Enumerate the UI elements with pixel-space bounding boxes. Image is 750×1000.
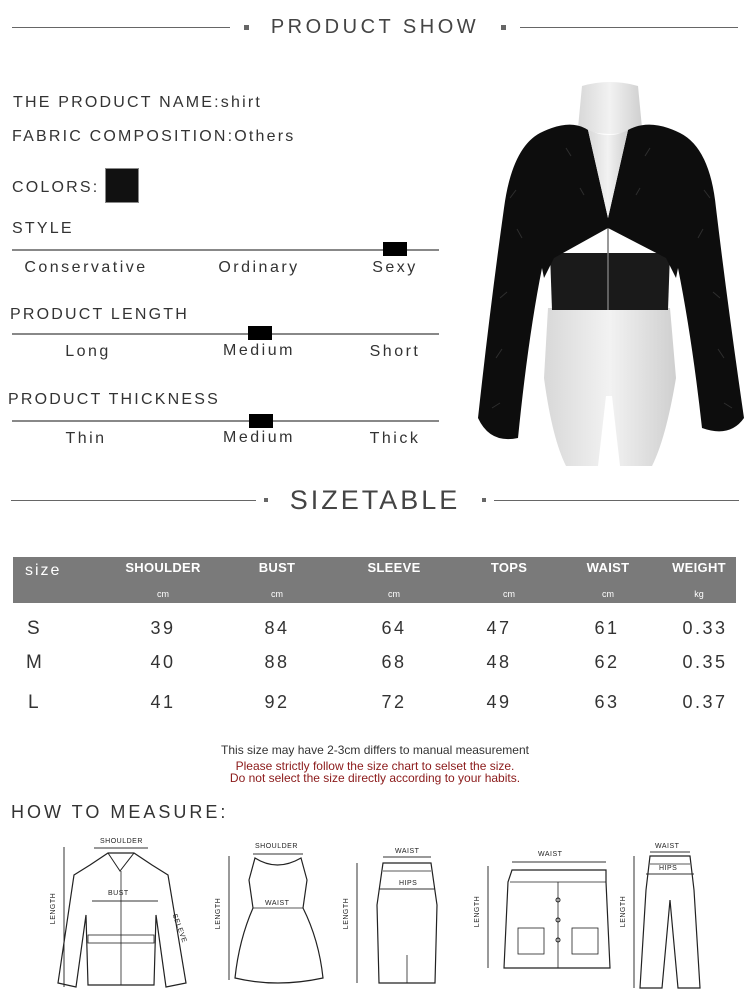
pants-hips-label: HIPS — [659, 865, 678, 872]
length-marker — [248, 326, 272, 340]
pants-waist-label: WAIST — [655, 843, 680, 850]
skirt-waist-label: WAIST — [395, 848, 420, 855]
how-to-measure-title: HOW TO MEASURE: — [11, 802, 229, 822]
product-show-header — [0, 14, 750, 40]
cell-weight: 0.33 — [682, 618, 728, 638]
cell-tops: 49 — [486, 692, 512, 712]
sizetable-dot-left — [264, 498, 268, 502]
header-rule-right — [520, 27, 738, 28]
cell-shoulder: 41 — [150, 692, 176, 712]
cell-shoulder: 40 — [150, 652, 176, 672]
fabric-label: FABRIC COMPOSITION: — [12, 128, 235, 145]
col-bust: BUST — [258, 560, 296, 575]
cell-sleeve: 64 — [381, 618, 407, 638]
length-label: PRODUCT LENGTH — [10, 306, 189, 323]
shorts-length-label: LENGTH — [474, 895, 482, 928]
shorts-waist-label: WAIST — [538, 851, 563, 858]
cell-shoulder: 39 — [150, 618, 176, 638]
sizetable-dot-right — [482, 498, 486, 502]
unit-shoulder: cm — [157, 589, 169, 599]
cell-tops: 48 — [486, 652, 512, 672]
cell-waist: 62 — [594, 652, 620, 672]
length-option-long: Long — [65, 343, 111, 360]
sizetable-rule-left — [11, 500, 256, 501]
mannequin-jacket-illustration — [470, 78, 750, 470]
cell-sleeve: 68 — [381, 652, 407, 672]
cell-weight: 0.35 — [682, 652, 728, 672]
style-scale-line — [12, 249, 439, 251]
col-shoulder: SHOULDER — [125, 560, 201, 575]
header-rule-left — [12, 27, 230, 28]
length-option-medium: Medium — [223, 342, 295, 359]
cell-waist: 63 — [594, 692, 620, 712]
pants-length-label: LENGTH — [620, 895, 628, 928]
shirt-shoulder-label: SHOULDER — [100, 838, 143, 845]
style-marker — [383, 242, 407, 256]
shirt-length-label: LENGTH — [50, 892, 58, 925]
product-name-row — [13, 94, 262, 112]
skirt-icon — [343, 845, 453, 990]
unit-sleeve: cm — [388, 589, 400, 599]
fabric-value: Others — [234, 128, 296, 145]
unit-bust: cm — [271, 589, 283, 599]
cell-bust: 92 — [264, 692, 290, 712]
note-habits: Do not select the size directly according to your habits. — [229, 771, 521, 785]
colors-label: COLORS: — [12, 179, 100, 196]
col-weight: WEIGHT — [672, 560, 726, 575]
col-tops: TOPS — [490, 560, 528, 575]
measure-pants-diagram — [620, 840, 730, 995]
shirt-bust-label: BUST — [108, 890, 129, 897]
measure-dress-diagram — [215, 840, 325, 990]
pants-icon — [620, 840, 730, 995]
length-scale-line — [12, 333, 439, 335]
unit-waist: cm — [602, 589, 614, 599]
thickness-option-thin: Thin — [65, 430, 107, 447]
product-name-value: shirt — [220, 94, 263, 111]
note-measurement: This size may have 2-3cm differs to manual measurement — [221, 743, 529, 757]
dress-icon — [215, 840, 325, 990]
measure-shirt-diagram — [48, 835, 198, 995]
note-follow-chart: Please strictly follow the size chart to selset the size. — [235, 759, 515, 773]
thickness-option-thick: Thick — [369, 430, 421, 447]
shorts-icon — [474, 848, 614, 978]
color-swatch-black[interactable] — [105, 168, 139, 203]
dress-length-label: LENGTH — [215, 897, 223, 930]
col-waist: WAIST — [586, 560, 630, 575]
fabric-row — [12, 128, 295, 146]
style-label: STYLE — [12, 220, 74, 237]
cell-sleeve: 72 — [381, 692, 407, 712]
row-size: M — [26, 652, 42, 673]
cell-bust: 88 — [264, 652, 290, 672]
cell-weight: 0.37 — [682, 692, 728, 712]
sizetable-rule-right — [494, 500, 739, 501]
skirt-hips-label: HIPS — [399, 880, 418, 887]
dress-waist-label: WAIST — [265, 900, 290, 907]
cell-waist: 61 — [594, 618, 620, 638]
sizetable-title: SIZETABLE — [289, 484, 461, 515]
sizetable-header — [0, 483, 750, 517]
unit-tops: cm — [503, 589, 515, 599]
measure-skirt-diagram — [343, 845, 453, 990]
thickness-marker — [249, 414, 273, 428]
thickness-scale-line — [12, 420, 439, 422]
unit-weight: kg — [694, 589, 704, 599]
skirt-length-label: LENGTH — [343, 897, 351, 930]
row-size: S — [27, 618, 40, 639]
cell-bust: 84 — [264, 618, 290, 638]
style-option-sexy: Sexy — [372, 259, 418, 276]
dress-shoulder-label: SHOULDER — [255, 843, 298, 850]
style-option-ordinary: Ordinary — [218, 259, 300, 276]
shirt-sleeve-label: SELEVE — [170, 913, 188, 944]
length-option-short: Short — [369, 343, 421, 360]
thickness-label: PRODUCT THICKNESS — [8, 391, 220, 408]
size-table-header — [13, 557, 736, 603]
style-option-conservative: Conservative — [24, 259, 148, 276]
header-dot-right — [501, 25, 506, 30]
measure-shorts-diagram — [474, 848, 614, 978]
product-photo — [470, 78, 750, 470]
size-column-label: size — [25, 562, 62, 579]
thickness-option-medium: Medium — [223, 429, 295, 446]
cell-tops: 47 — [486, 618, 512, 638]
row-size: L — [28, 692, 39, 713]
col-sleeve: SLEEVE — [367, 560, 421, 575]
product-show-title: PRODUCT SHOW — [270, 15, 480, 38]
product-name-label: THE PRODUCT NAME: — [13, 94, 221, 111]
header-dot-left — [244, 25, 249, 30]
shirt-icon — [48, 835, 198, 995]
